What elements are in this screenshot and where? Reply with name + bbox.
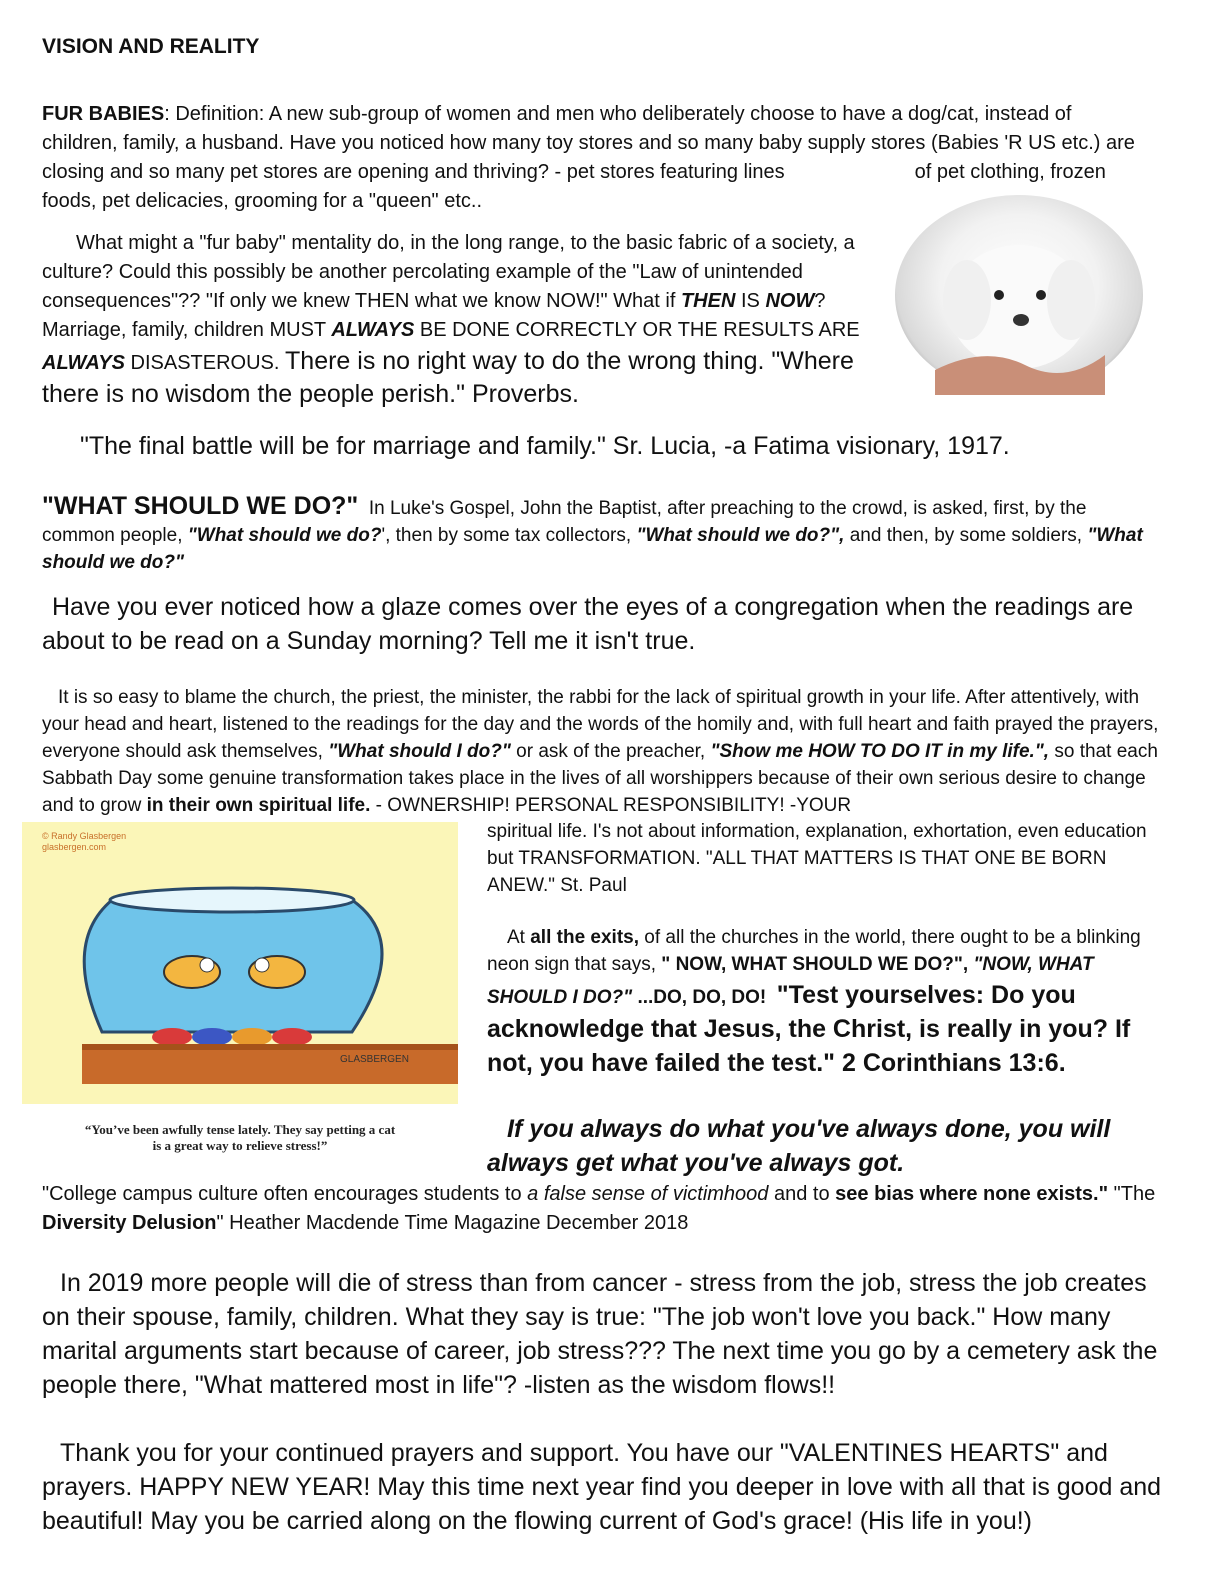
corinthians-quote: "Test yourselves: Do you acknowledge that Jesus, the Christ, is really in you? If not, you have failed the test." 2 Corinthians 13:6. xyxy=(487,981,1131,1077)
blame-paragraph-continued: spiritual life. I's not about information, explanation, exhortation, even education but TRANSFORMATION. "ALL THAT MATTERS IS THAT ONE BE BORN ANEW." St. Paul xyxy=(487,821,1147,896)
thanks-paragraph: Thank you for your continued prayers and support. You have our "VALENTINES HEARTS" and prayers. HAPPY NEW YEAR! May this time next year find you deeper in love with all that is good and beautiful! May you be carried along on the flowing current of God's grace! (His life in you!) xyxy=(42,1439,1162,1535)
fur-babies-text: : Definition: A new sub-group of women and men who deliberately choose to have a dog/cat, instead of children, family, a husband. Have you noticed how many toy stores and so many baby supply stores (Babies 'R US etc.) are closing and so many pet stores are opening and thriving? - pet stores featuring lines xyxy=(42,103,1135,183)
cartoon-credit: © Randy Glasbergen xyxy=(42,831,127,841)
what-should-we-do-heading: "WHAT SHOULD WE DO?" xyxy=(42,492,359,520)
puppy-photo xyxy=(895,195,1143,395)
cartoon-caption: “You’ve been awfully tense lately. They say petting a cat is a great way to relieve stress!” xyxy=(84,1122,396,1153)
page-title: VISION AND REALITY xyxy=(42,35,260,58)
always-quote: If you always do what you've always done, you will always get what you've always got. xyxy=(487,1115,1111,1177)
fishbowl-cartoon xyxy=(22,822,458,1157)
fur-babies-term: FUR BABIES xyxy=(42,103,165,125)
cartoon-credit-url: glasbergen.com xyxy=(42,842,107,852)
college-quote-paragraph: "College campus culture often encourages students to a false sense of victimhood and to see bias where none exists." "The Diversity Delusion" Heather Macdende Time Magazine December 2018 xyxy=(42,1183,1156,1234)
fur-baby-mentality-paragraph: What might a "fur baby" mentality do, in the long range, to the basic fabric of a society, a culture? Could this possibly be another percolating example of the "Law of unintended consequences"?? "If only we knew THEN what we know NOW!" What if THEN IS NOW? Marriage, family, children MUST ALWAYS BE DONE CORRECTLY OR THE RESULTS ARE ALWAYS DISASTEROUS. There is no right way to do the wrong thing. "Where there is no wisdom the people perish." Proverbs. xyxy=(42,232,860,408)
glaze-paragraph: Have you ever noticed how a glaze comes over the eyes of a congregation when the readings are about to be read on a Sunday morning? Tell me it isn't true. xyxy=(42,593,1134,655)
what-should-we-do-paragraph: "WHAT SHOULD WE DO?" In Luke's Gospel, John the Baptist, after preaching to the crowd, is asked, first, by the common people, "What should we do?', then by some tax collectors, "What should we do?", and then, by some soldiers, "What should we do?" xyxy=(42,492,1143,573)
blame-paragraph: It is so easy to blame the church, the priest, the minister, the rabbi for the lack of spiritual growth in your life. After attentively, with your head and heart, listened to the readings for the day and the words of the homily and, with full heart and faith prayed the prayers, everyone should ask themselves, "What should I do?" or ask of the preacher, "Show me HOW TO DO IT in my life.", so that each Sabbath Day some genuine transformation takes place in the lives of all worshippers because of their own serious desire to change and to grow in their own spiritual life. - OWNERSHIP! PERSONAL RESPONSIBILITY! -YOUR xyxy=(42,687,1159,816)
lucia-quote: "The final battle will be for marriage and family." Sr. Lucia, -a Fatima visionary, 1917. xyxy=(80,432,1010,460)
fur-babies-text-cont: of pet clothing, frozen foods, pet delicacies, grooming for a "queen" etc.. xyxy=(42,161,1106,212)
cartoon-signature: GLASBERGEN xyxy=(340,1054,409,1065)
exits-paragraph: At all the exits, of all the churches in the world, there ought to be a blinking neon sign that says, " NOW, WHAT SHOULD WE DO?", "NOW, WHAT SHOULD I DO?" ...DO, DO, DO! "Test yourselves: Do you acknowledge that Jesus, the Christ, is really in you? If not, you have failed the test." 2 Corinthians 13:6. xyxy=(487,927,1141,1077)
stress-paragraph: In 2019 more people will die of stress than from cancer - stress from the job, stress the job creates on their spouse, family, children. What they say is true: "The job won't love you back." How many marital arguments start because of career, job stress??? The next time you go by a cemetery ask the people there, "What mattered most in life"? -listen as the wisdom flows!! xyxy=(42,1269,1158,1399)
